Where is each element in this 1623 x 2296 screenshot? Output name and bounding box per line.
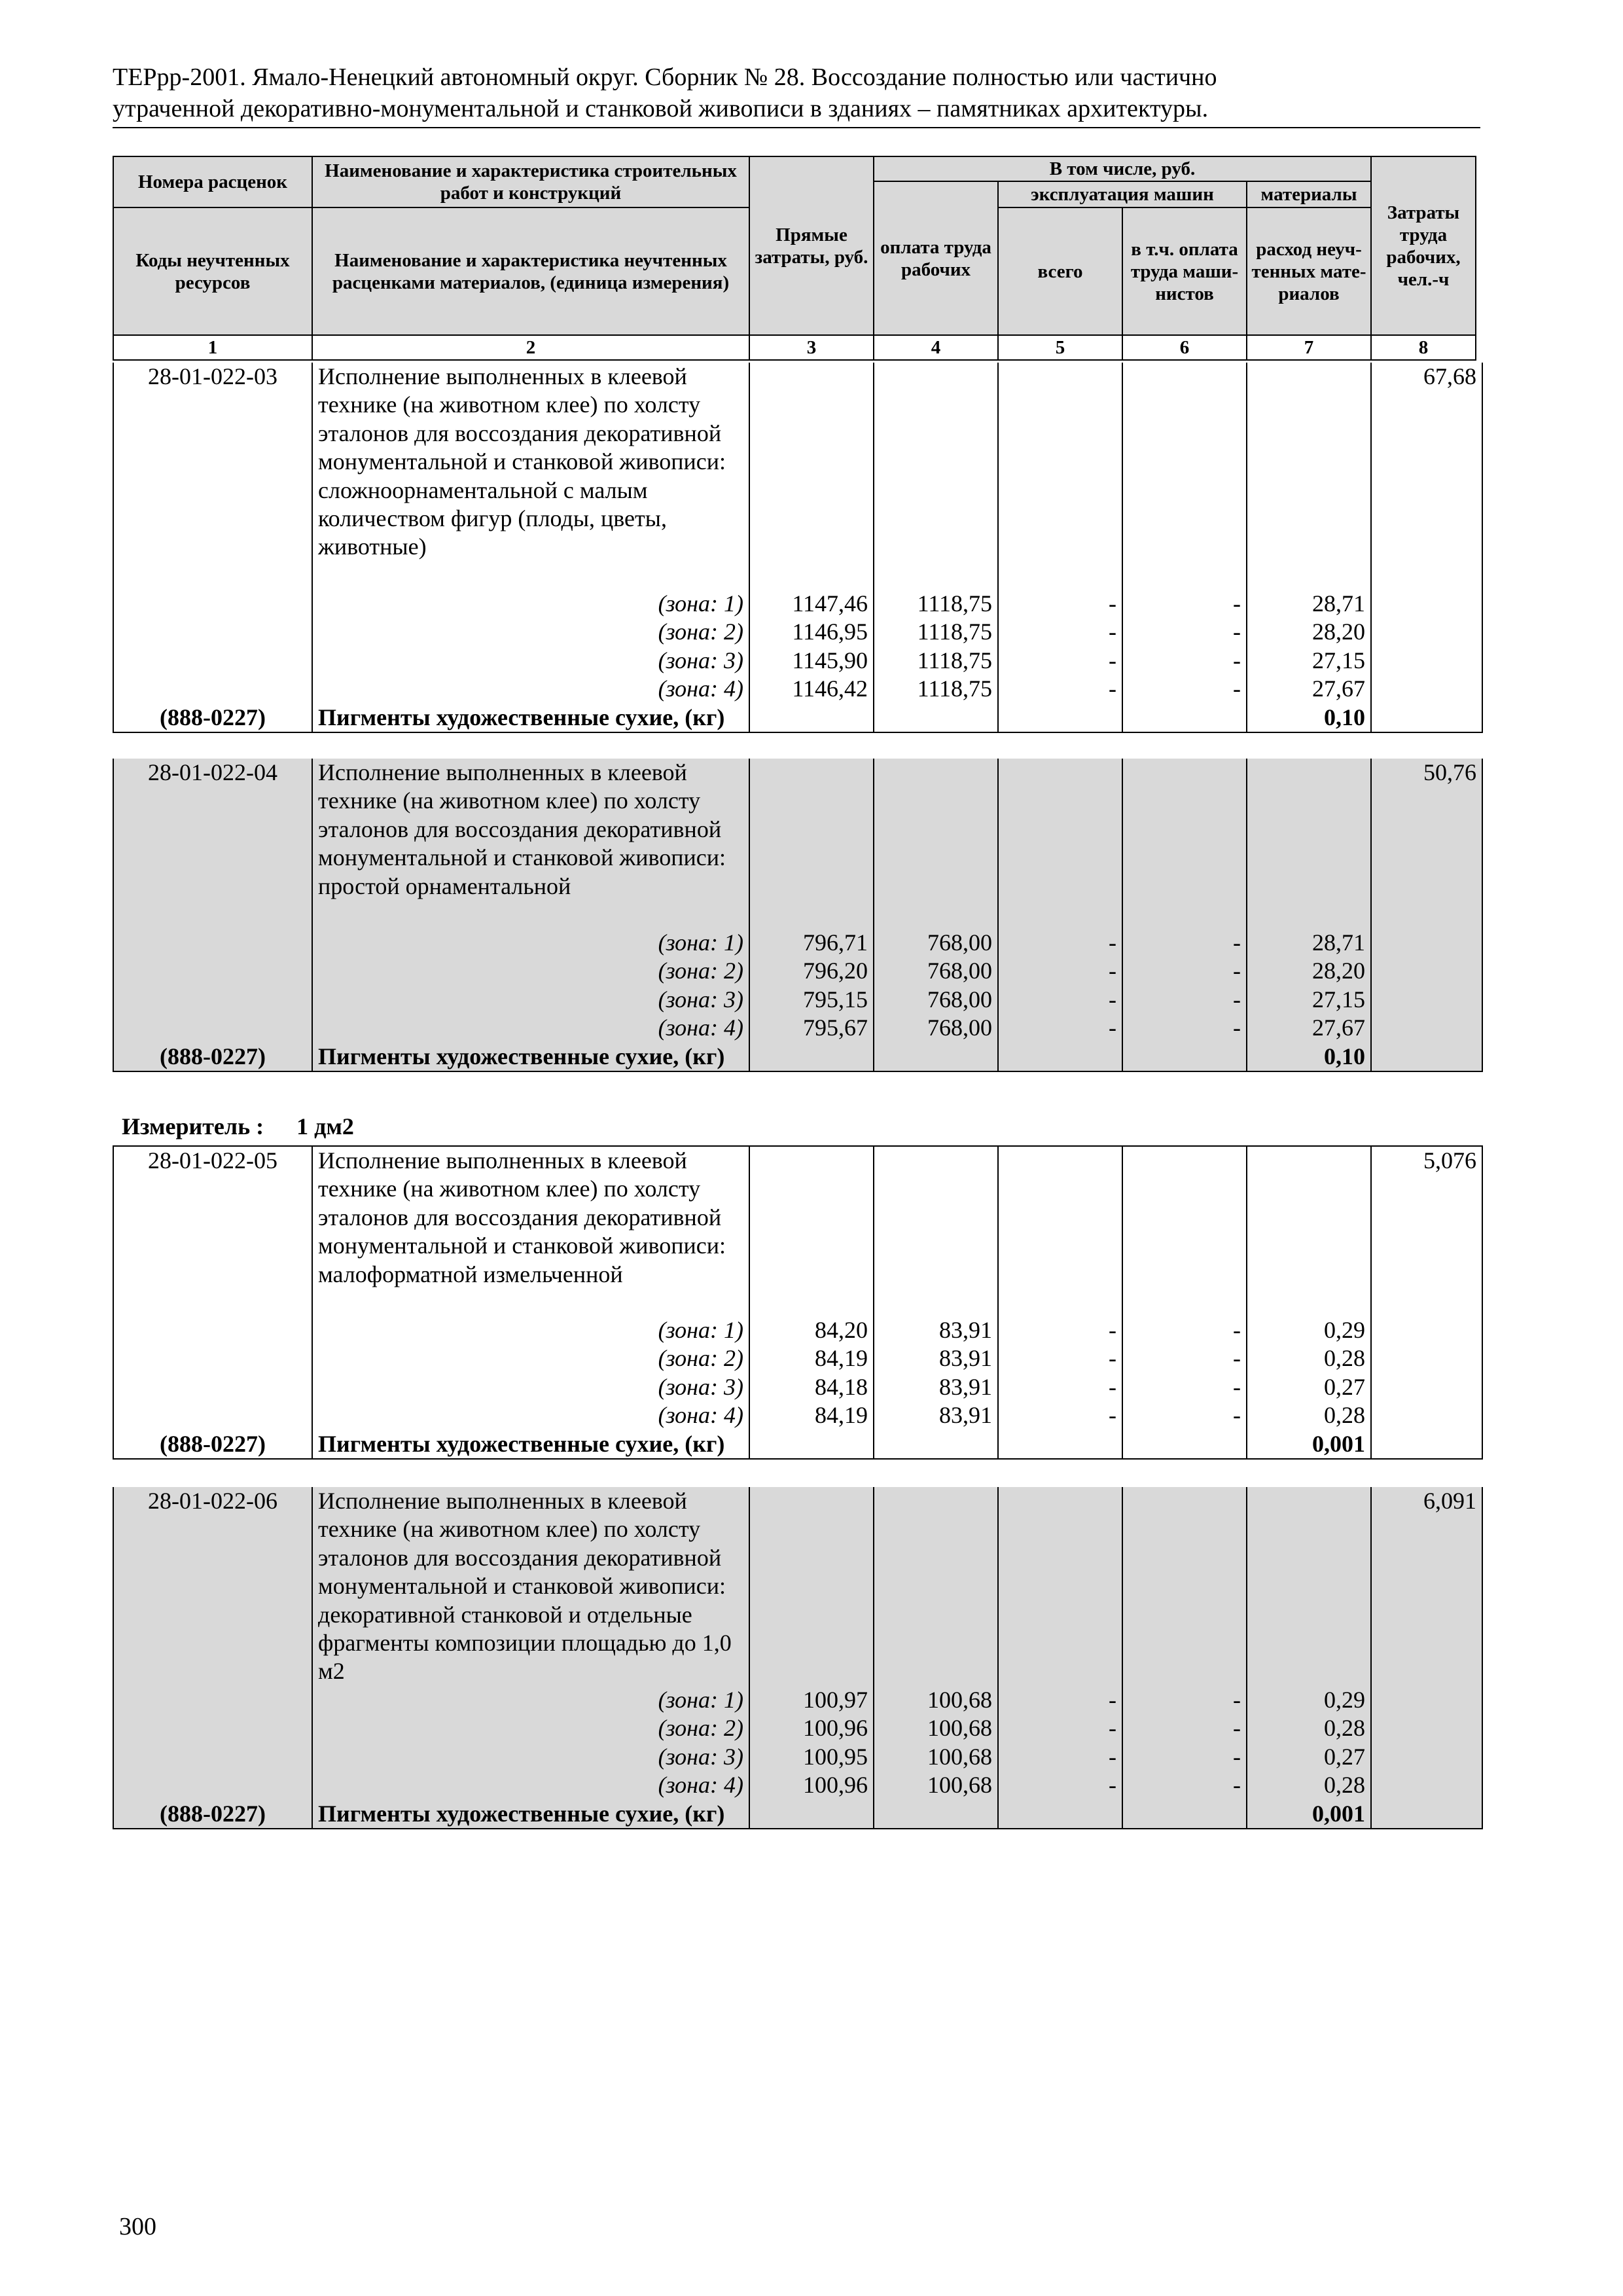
page-header xyxy=(113,62,1480,124)
header-col2-bottom: Наименование и характеристика неучтенных расценками материалов, (единица измерения) xyxy=(312,207,749,335)
col-number: 5 xyxy=(998,335,1122,360)
header-col7: расход неуч-тенных мате-риалов xyxy=(1247,207,1371,335)
header-line-1: ТЕРрр-2001. Ямало-Ненецкий автономный округ. Сборник № 28. Воссоздание полностью или частично xyxy=(113,63,1217,91)
measure-unit xyxy=(122,1113,354,1140)
table-header xyxy=(113,156,1476,361)
resource-row xyxy=(113,704,1482,732)
rate-description: Исполнение выполненных в клеевой технике (на животном клее) по холсту эталонов для воссоздания декоративной монументальной и станковой живописи: декоративной станковой и отдельные фрагменты композиции площадью до 1,0 м2 xyxy=(312,1487,749,1686)
page-number: 300 xyxy=(119,2213,156,2240)
header-col6: в т.ч. оплата труда маши-нистов xyxy=(1122,207,1247,335)
rate-block xyxy=(113,1487,1483,1829)
resource-row xyxy=(113,1430,1482,1459)
zone-row: (зона: 3) 795,15 768,00 - - 27,15 xyxy=(113,986,1482,1014)
header-group-incl: В том числе, руб. xyxy=(874,156,1371,181)
resource-name: Пигменты художественные сухие, (кг) xyxy=(312,1430,749,1459)
zone-row: (зона: 4) 1146,42 1118,75 - - 27,67 xyxy=(113,675,1482,703)
rate-code: 28-01-022-05 xyxy=(113,1146,312,1316)
zone-row: (зона: 2) 796,20 768,00 - - 28,20 xyxy=(113,957,1482,985)
header-col1-bottom: Коды неучтенных ресурсов xyxy=(113,207,312,335)
col-number: 7 xyxy=(1247,335,1371,360)
resource-code: (888-0227) xyxy=(113,1430,312,1459)
zone-row: (зона: 1) 100,97 100,68 - - 0,29 xyxy=(113,1686,1482,1714)
col-number: 4 xyxy=(874,335,998,360)
header-group-materials: материалы xyxy=(1247,181,1371,207)
rate-block xyxy=(113,363,1483,733)
zone-row: (зона: 2) 100,96 100,68 - - 0,28 xyxy=(113,1714,1482,1742)
header-line-2: утраченной декоративно-монументальной и станковой живописи в зданиях – памятниках архитектуры. xyxy=(113,95,1209,122)
zone-row: (зона: 2) 84,19 83,91 - - 0,28 xyxy=(113,1344,1482,1372)
zone-row: (зона: 3) 84,18 83,91 - - 0,27 xyxy=(113,1373,1482,1401)
resource-qty: 0,001 xyxy=(1247,1430,1371,1459)
measure-value: 1 дм2 xyxy=(296,1113,354,1139)
header-col1-top: Номера расценок xyxy=(113,156,312,207)
header-col8: Затраты труда рабочих, чел.-ч xyxy=(1371,156,1476,335)
col-number: 8 xyxy=(1371,335,1476,360)
resource-qty: 0,001 xyxy=(1247,1800,1371,1829)
resource-code: (888-0227) xyxy=(113,1043,312,1071)
zone-row: (зона: 4) 795,67 768,00 - - 27,67 xyxy=(113,1014,1482,1042)
resource-qty: 0,10 xyxy=(1247,704,1371,732)
zone-row: (зона: 4) 100,96 100,68 - - 0,28 xyxy=(113,1771,1482,1799)
header-rule xyxy=(113,127,1480,128)
col-number: 3 xyxy=(749,335,874,360)
zone-row: (зона: 1) 796,71 768,00 - - 28,71 xyxy=(113,929,1482,957)
rate-code: 28-01-022-03 xyxy=(113,363,312,590)
header-group-machines: эксплуатация машин xyxy=(998,181,1247,207)
resource-name: Пигменты художественные сухие, (кг) xyxy=(312,704,749,732)
header-col2-top: Наименование и характеристика строительных работ и конструкций xyxy=(312,156,749,207)
header-col5: всего xyxy=(998,207,1122,335)
rate-description: Исполнение выполненных в клеевой технике (на животном клее) по холсту эталонов для воссоздания декоративной монументальной и станковой живописи: сложноорнаментальной с малым количеством фигур (плоды, цветы, животные) xyxy=(312,363,749,590)
resource-row xyxy=(113,1800,1482,1829)
zone-row: (зона: 3) 100,95 100,68 - - 0,27 xyxy=(113,1743,1482,1771)
rate-description: Исполнение выполненных в клеевой технике (на животном клее) по холсту эталонов для воссоздания декоративной монументальной и станковой живописи: простой орнаментальной xyxy=(312,759,749,929)
header-col4: оплата труда рабочих xyxy=(874,181,998,335)
rate-code: 28-01-022-04 xyxy=(113,759,312,929)
resource-code: (888-0227) xyxy=(113,704,312,732)
header-col3: Прямые затраты, руб. xyxy=(749,156,874,335)
zone-row: (зона: 3) 1145,90 1118,75 - - 27,15 xyxy=(113,647,1482,675)
zone-row: (зона: 2) 1146,95 1118,75 - - 28,20 xyxy=(113,618,1482,646)
resource-code: (888-0227) xyxy=(113,1800,312,1829)
zone-row: (зона: 4) 84,19 83,91 - - 0,28 xyxy=(113,1401,1482,1429)
labor-cost: 67,68 xyxy=(1371,363,1482,590)
resource-qty: 0,10 xyxy=(1247,1043,1371,1071)
zone-row: (зона: 1) 1147,46 1118,75 - - 28,71 xyxy=(113,590,1482,618)
resource-row xyxy=(113,1043,1482,1071)
labor-cost: 50,76 xyxy=(1371,759,1482,929)
labor-cost: 6,091 xyxy=(1371,1487,1482,1686)
resource-name: Пигменты художественные сухие, (кг) xyxy=(312,1043,749,1071)
rate-code: 28-01-022-06 xyxy=(113,1487,312,1686)
rate-description: Исполнение выполненных в клеевой технике (на животном клее) по холсту эталонов для воссоздания декоративной монументальной и станковой живописи: малоформатной измельченной xyxy=(312,1146,749,1316)
zone-row: (зона: 1) 84,20 83,91 - - 0,29 xyxy=(113,1316,1482,1344)
resource-name: Пигменты художественные сухие, (кг) xyxy=(312,1800,749,1829)
rate-block xyxy=(113,1145,1483,1460)
rate-block xyxy=(113,759,1483,1072)
col-number: 2 xyxy=(312,335,749,360)
col-number: 6 xyxy=(1122,335,1247,360)
labor-cost: 5,076 xyxy=(1371,1146,1482,1316)
col-number: 1 xyxy=(113,335,312,360)
measure-label: Измеритель : xyxy=(122,1113,264,1139)
